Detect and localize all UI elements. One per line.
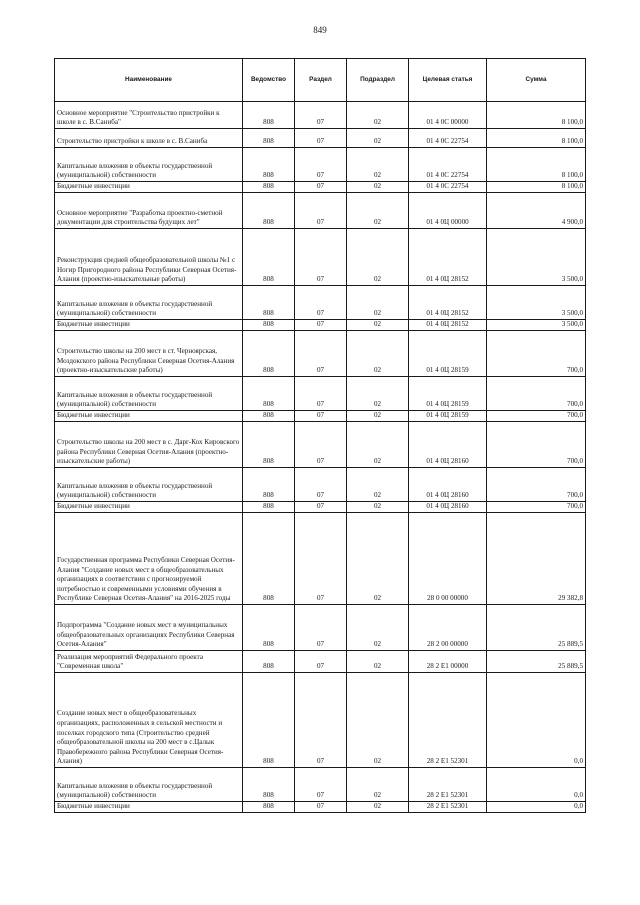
cell-amount: 8 100,0: [487, 102, 586, 129]
header-amount: Сумма: [487, 59, 586, 102]
cell-name: Основное мероприятие "Разработка проектно-сметной документации для строительства будущих лет": [55, 193, 243, 229]
cell-section: 07: [295, 102, 347, 129]
table-row: [55, 673, 586, 768]
cell-amount: 8 100,0: [487, 129, 586, 148]
cell-name: Капитальные вложения в объекты государственной (муниципальной) собственности: [55, 468, 243, 502]
header-name: Наименование: [55, 59, 243, 102]
cell-subsection: 02: [347, 129, 409, 148]
cell-name: Капитальные вложения в объекты государственной (муниципальной) собственности: [55, 286, 243, 320]
cell-department: 808: [243, 193, 295, 229]
cell-department: 808: [243, 102, 295, 129]
cell-section: 07: [295, 768, 347, 802]
cell-subsection: 02: [347, 605, 409, 651]
cell-subsection: 02: [347, 182, 409, 193]
cell-target-article: 01 4 0Ц 28152: [409, 286, 487, 320]
cell-subsection: 02: [347, 468, 409, 502]
cell-department: 808: [243, 377, 295, 411]
table-row: [55, 502, 586, 513]
cell-department: 808: [243, 651, 295, 673]
cell-name: Бюджетные инвестиции: [55, 182, 243, 193]
cell-department: 808: [243, 320, 295, 331]
cell-amount: 700,0: [487, 377, 586, 411]
cell-target-article: 01 4 0Ц 28160: [409, 502, 487, 513]
cell-subsection: 02: [347, 377, 409, 411]
table-row: [55, 193, 586, 229]
cell-section: 07: [295, 129, 347, 148]
cell-target-article: 28 2 00 00000: [409, 605, 487, 651]
cell-target-article: 01 4 0Ц 28160: [409, 422, 487, 468]
cell-amount: 700,0: [487, 331, 586, 377]
cell-amount: 3 500,0: [487, 286, 586, 320]
cell-name: Строительство пристройки к школе в с. В.Саниба: [55, 129, 243, 148]
table-header-row: [55, 59, 586, 102]
cell-subsection: 02: [347, 513, 409, 605]
cell-department: 808: [243, 802, 295, 813]
cell-department: 808: [243, 148, 295, 182]
cell-amount: 0,0: [487, 768, 586, 802]
cell-subsection: 02: [347, 651, 409, 673]
table-row: [55, 651, 586, 673]
cell-name: Капитальные вложения в объекты государственной (муниципальной) собственности: [55, 148, 243, 182]
cell-subsection: 02: [347, 802, 409, 813]
cell-name: Государственная программа Республики Северная Осетия-Алания "Создание новых мест в общеобразовательных организациях в соответствии с прогнозируемой потребностью и современными условиями обучения в Республике Северная Осетия-Алания" на 2016-2025 годы: [55, 513, 243, 605]
cell-target-article: 01 4 0Ц 28159: [409, 411, 487, 422]
cell-section: 07: [295, 513, 347, 605]
cell-target-article: 01 4 0Ц 28152: [409, 229, 487, 286]
cell-department: 808: [243, 673, 295, 768]
cell-target-article: 28 2 E1 52301: [409, 802, 487, 813]
table-row: [55, 286, 586, 320]
cell-name: Бюджетные инвестиции: [55, 802, 243, 813]
cell-name: Бюджетные инвестиции: [55, 411, 243, 422]
header-target-article: Целевая статья: [409, 59, 487, 102]
cell-name: Основное мероприятие "Строительство пристройки к школе в с. В.Саниба": [55, 102, 243, 129]
table-row: [55, 229, 586, 286]
cell-section: 07: [295, 229, 347, 286]
cell-target-article: 01 4 0С 22754: [409, 129, 487, 148]
cell-amount: 8 100,0: [487, 148, 586, 182]
cell-department: 808: [243, 331, 295, 377]
cell-name: Создание новых мест в общеобразовательных организациях, расположенных в сельской местности и поселках городского типа (Строительство средней общеобразовательной школы на 200 мест в с.Цалык Правобережного района Республики Северная Осетия-Алания): [55, 673, 243, 768]
table-body: [55, 102, 586, 813]
cell-section: 07: [295, 331, 347, 377]
cell-department: 808: [243, 411, 295, 422]
cell-amount: 25 889,5: [487, 605, 586, 651]
cell-amount: 700,0: [487, 468, 586, 502]
cell-department: 808: [243, 605, 295, 651]
header-department: Ведомство: [243, 59, 295, 102]
cell-department: 808: [243, 182, 295, 193]
cell-department: 808: [243, 286, 295, 320]
cell-section: 07: [295, 320, 347, 331]
cell-name: Бюджетные инвестиции: [55, 502, 243, 513]
cell-section: 07: [295, 193, 347, 229]
cell-subsection: 02: [347, 411, 409, 422]
cell-target-article: 28 2 E1 52301: [409, 768, 487, 802]
cell-subsection: 02: [347, 673, 409, 768]
cell-name: Бюджетные инвестиции: [55, 320, 243, 331]
cell-section: 07: [295, 651, 347, 673]
cell-section: 07: [295, 411, 347, 422]
cell-subsection: 02: [347, 320, 409, 331]
cell-section: 07: [295, 605, 347, 651]
table-row: [55, 605, 586, 651]
cell-name: Капитальные вложения в объекты государственной (муниципальной) собственности: [55, 768, 243, 802]
cell-subsection: 02: [347, 331, 409, 377]
cell-department: 808: [243, 129, 295, 148]
cell-name: Строительство школы на 200 мест в с. Дарг-Кох Кировского района Республики Северная Осетия-Алания (проектно-изыскательские работы): [55, 422, 243, 468]
cell-target-article: 28 2 E1 00000: [409, 651, 487, 673]
cell-subsection: 02: [347, 229, 409, 286]
cell-section: 07: [295, 422, 347, 468]
cell-target-article: 01 4 0Ц 28159: [409, 331, 487, 377]
header-subsection: Подраздел: [347, 59, 409, 102]
table-row: [55, 129, 586, 148]
cell-section: 07: [295, 502, 347, 513]
cell-subsection: 02: [347, 768, 409, 802]
cell-target-article: 01 4 0С 22754: [409, 182, 487, 193]
cell-name: Реализация мероприятий Федерального проекта "Современная школа": [55, 651, 243, 673]
cell-section: 07: [295, 377, 347, 411]
cell-section: 07: [295, 286, 347, 320]
table-row: [55, 377, 586, 411]
cell-section: 07: [295, 182, 347, 193]
cell-amount: 0,0: [487, 673, 586, 768]
table-row: [55, 802, 586, 813]
cell-target-article: 01 4 0Ц 28152: [409, 320, 487, 331]
budget-table: [54, 58, 586, 813]
cell-name: Капитальные вложения в объекты государственной (муниципальной) собственности: [55, 377, 243, 411]
cell-target-article: 01 4 0Ц 28159: [409, 377, 487, 411]
cell-amount: 0,0: [487, 802, 586, 813]
cell-amount: 700,0: [487, 411, 586, 422]
table-row: [55, 182, 586, 193]
table-row: [55, 513, 586, 605]
cell-amount: 25 889,5: [487, 651, 586, 673]
cell-amount: 700,0: [487, 502, 586, 513]
table-row: [55, 331, 586, 377]
cell-amount: 3 500,0: [487, 229, 586, 286]
cell-subsection: 02: [347, 102, 409, 129]
header-section: Раздел: [295, 59, 347, 102]
cell-target-article: 01 4 0Ц 28160: [409, 468, 487, 502]
table-row: [55, 102, 586, 129]
table-row: [55, 148, 586, 182]
cell-target-article: 01 4 0Ц 00000: [409, 193, 487, 229]
cell-section: 07: [295, 673, 347, 768]
cell-department: 808: [243, 468, 295, 502]
cell-target-article: 28 0 00 00000: [409, 513, 487, 605]
cell-name: Реконструкция средней общеобразовательной школы №1 с Ногир Пригородного района Республики Северная Осетия-Алания (проектно-изыскательные работы): [55, 229, 243, 286]
cell-name: Строительство школы на 200 мест в ст. Черноярская, Моздокского района Республики Северная Осетия-Алания (проектно-изыскательские работы): [55, 331, 243, 377]
table-row: [55, 468, 586, 502]
cell-department: 808: [243, 422, 295, 468]
cell-subsection: 02: [347, 502, 409, 513]
table-row: [55, 411, 586, 422]
cell-target-article: 01 4 0С 00000: [409, 102, 487, 129]
cell-section: 07: [295, 468, 347, 502]
cell-subsection: 02: [347, 422, 409, 468]
cell-amount: 700,0: [487, 422, 586, 468]
cell-name: Подпрограмма "Создание новых мест в муниципальных общеобразовательных организациях Республики Северная Осетия-Алания": [55, 605, 243, 651]
cell-department: 808: [243, 768, 295, 802]
cell-amount: 3 500,0: [487, 320, 586, 331]
cell-amount: 29 382,8: [487, 513, 586, 605]
cell-target-article: 28 2 E1 52301: [409, 673, 487, 768]
cell-target-article: 01 4 0С 22754: [409, 148, 487, 182]
cell-subsection: 02: [347, 286, 409, 320]
table-row: [55, 422, 586, 468]
page-number: 849: [313, 25, 327, 35]
table-row: [55, 320, 586, 331]
cell-department: 808: [243, 502, 295, 513]
cell-department: 808: [243, 229, 295, 286]
cell-amount: 8 100,0: [487, 182, 586, 193]
cell-subsection: 02: [347, 148, 409, 182]
cell-subsection: 02: [347, 193, 409, 229]
cell-section: 07: [295, 802, 347, 813]
cell-amount: 4 900,0: [487, 193, 586, 229]
cell-section: 07: [295, 148, 347, 182]
cell-department: 808: [243, 513, 295, 605]
table-row: [55, 768, 586, 802]
